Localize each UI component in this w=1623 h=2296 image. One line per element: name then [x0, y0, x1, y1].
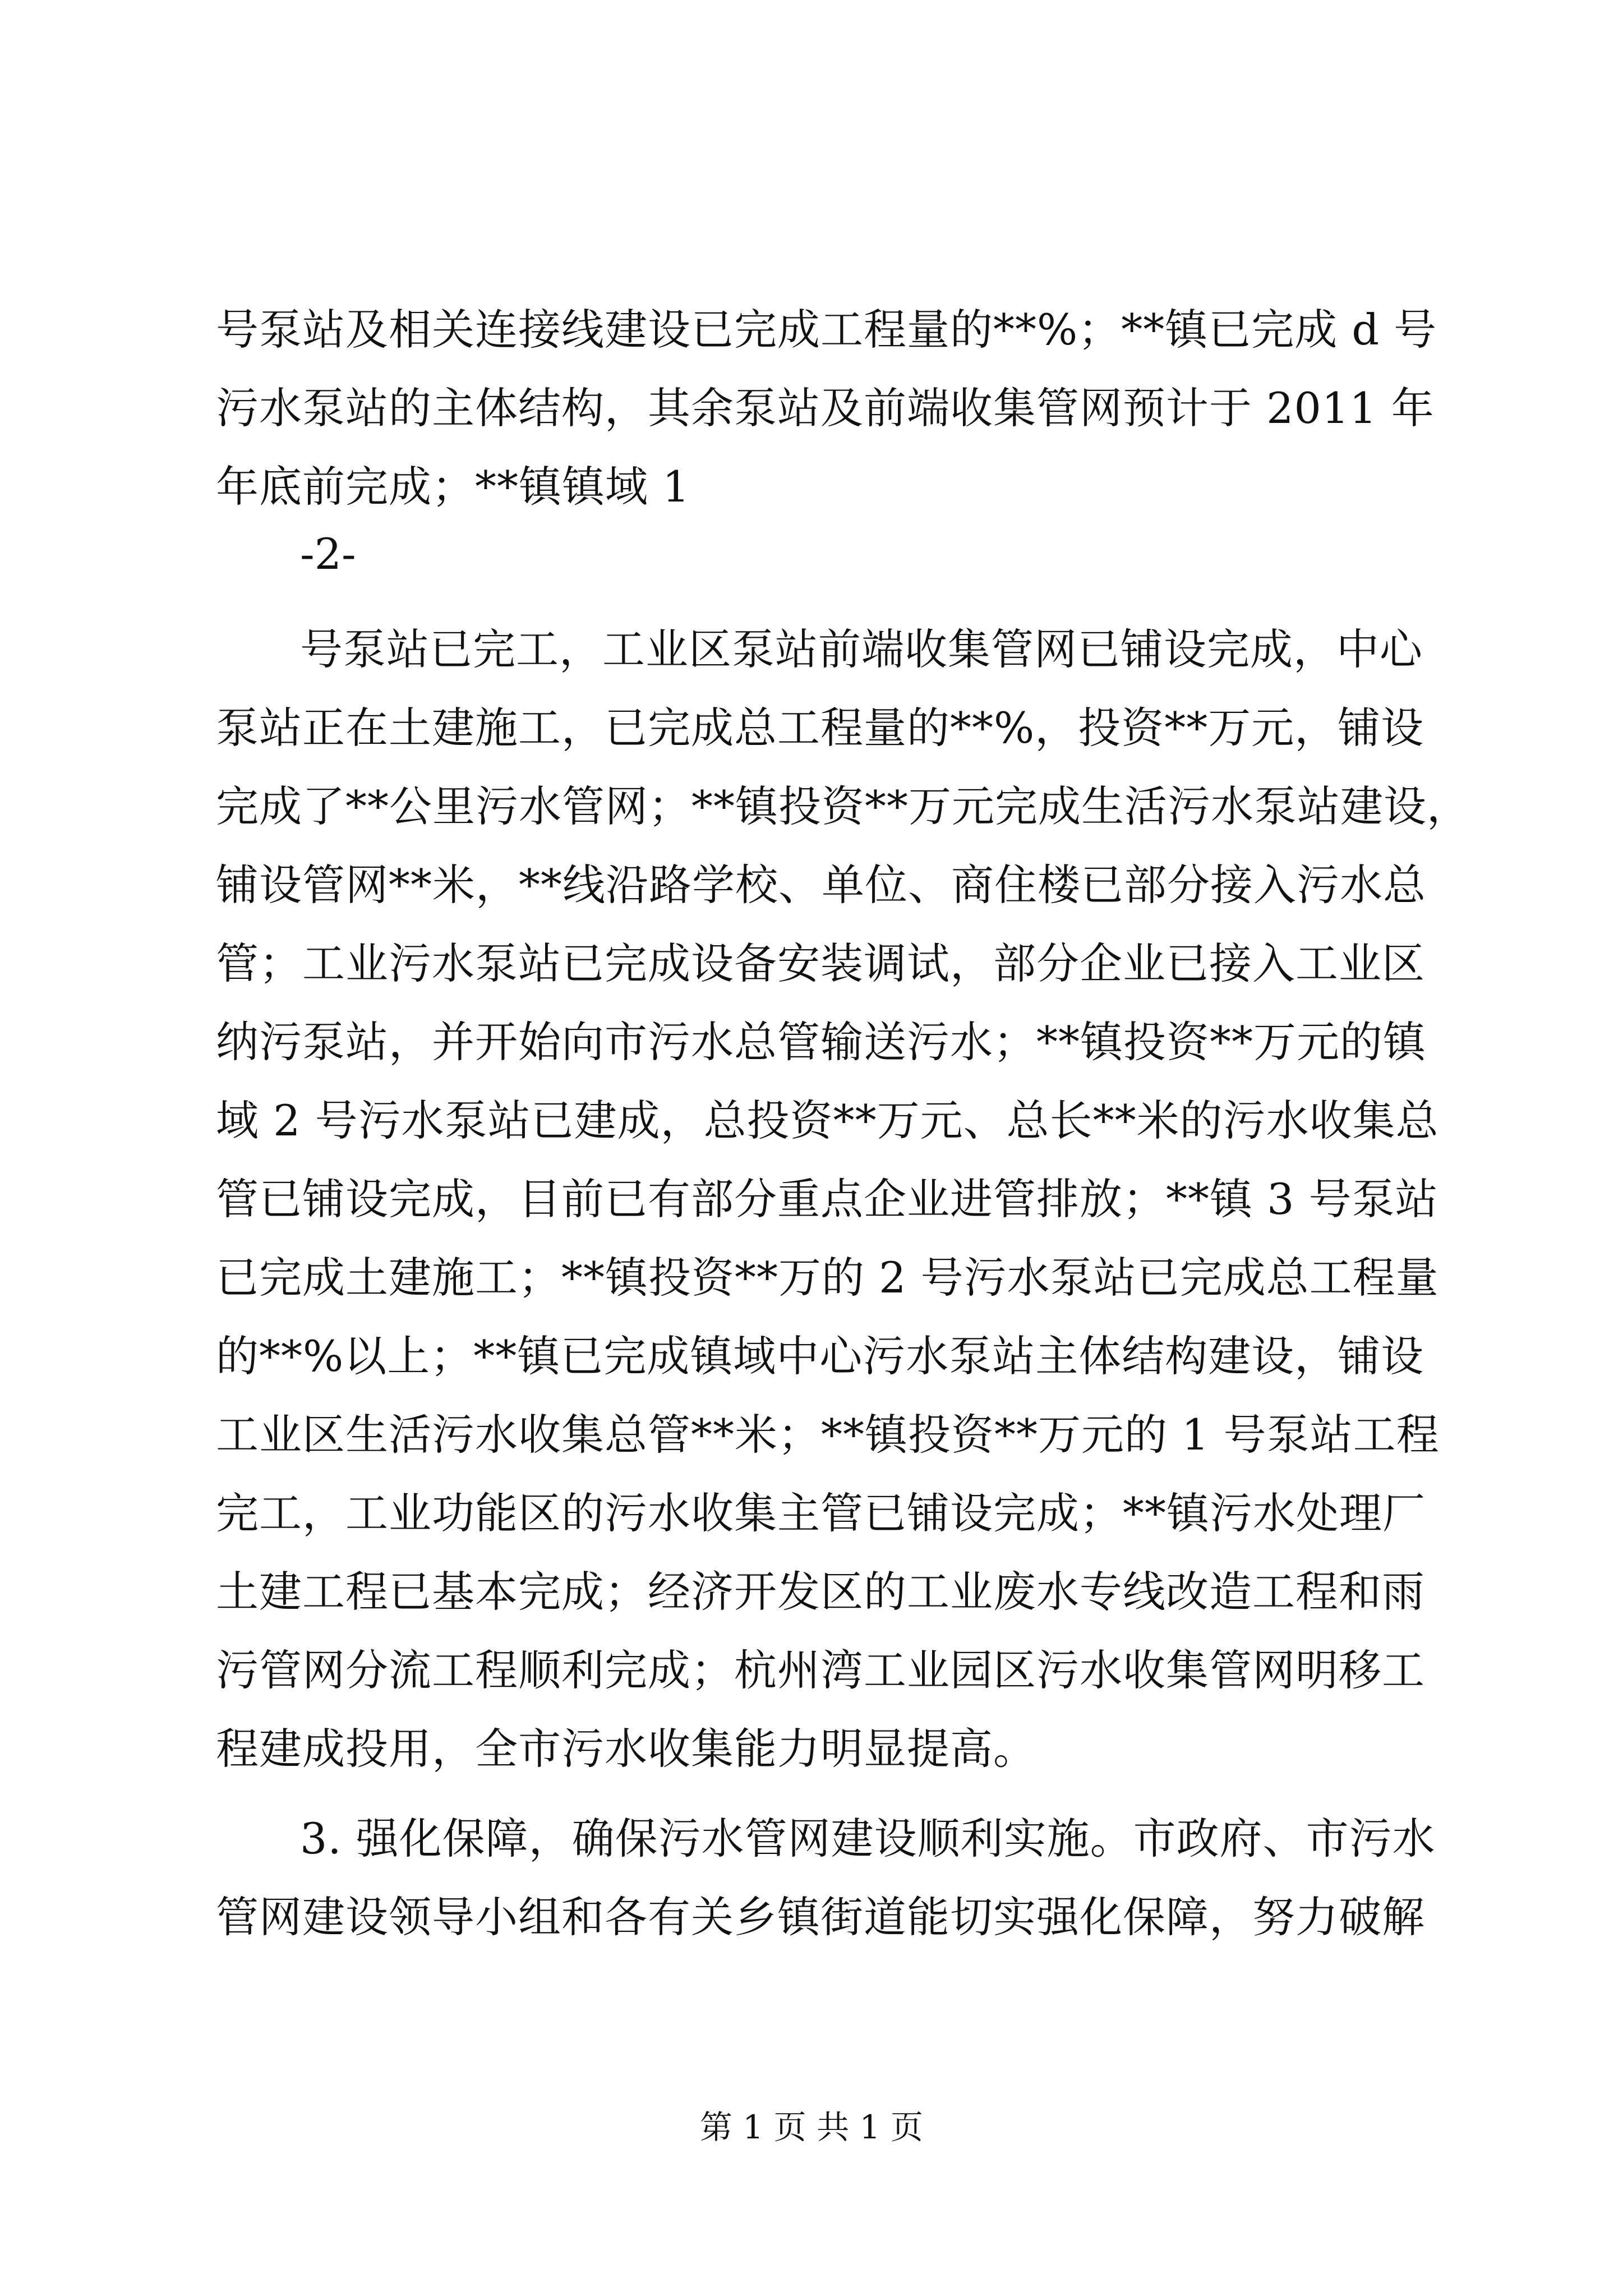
text-line-14: 工业区生活污水收集总管**米；**镇投资**万元的 1 号泵站工程 [216, 1410, 1440, 1460]
text-line-3: 年底前完成；**镇镇域 1 [216, 462, 690, 512]
text-line-12: 已完成土建施工；**镇投资**万的 2 号污水泵站已完成总工程量 [216, 1253, 1439, 1303]
text-line-13: 的**%以上；**镇已完成镇域中心污水泵站主体结构建设，铺设 [216, 1331, 1424, 1381]
text-line-20: 管网建设领导小组和各有关乡镇街道能切实强化保障，努力破解 [216, 1892, 1425, 1942]
text-line-19: 3. 强化保障，确保污水管网建设顺利实施。市政府、市污水 [300, 1814, 1436, 1864]
text-line-4: 号泵站已完工，工业区泵站前端收集管网已铺设完成，中心 [300, 624, 1423, 674]
text-line-1: 号泵站及相关连接线建设已完成工程量的**%；**镇已完成 d 号 [216, 305, 1437, 355]
text-line-9: 纳污泵站，并开始向市污水总管输送污水；**镇投资**万元的镇 [216, 1017, 1426, 1067]
text-line-18: 程建成投用，全市污水收集能力明显提高。 [216, 1724, 1036, 1774]
text-line-5: 泵站正在土建施工，已完成总工程量的**%，投资**万元，铺设 [216, 703, 1424, 753]
text-line-2: 污水泵站的主体结构，其余泵站及前端收集管网预计于 2011 年 [216, 383, 1435, 433]
text-line-7: 铺设管网**米，**线沿路学校、单位、商住楼已部分接入污水总 [216, 860, 1426, 910]
text-line-16: 土建工程已基本完成；经济开发区的工业废水专线改造工程和雨 [216, 1567, 1425, 1617]
inline-page-number: -2- [300, 529, 356, 579]
text-line-10: 域 2 号污水泵站已建成，总投资**万元、总长**米的污水收集总 [216, 1096, 1439, 1145]
text-line-6: 完成了**公里污水管网；**镇投资**万元完成生活污水泵站建设， [216, 781, 1470, 831]
page-footer: 第 1 页 共 1 页 [700, 2108, 923, 2146]
text-line-17: 污管网分流工程顺利完成；杭州湾工业园区污水收集管网明移工 [216, 1645, 1425, 1695]
text-line-11: 管已铺设完成，目前已有部分重点企业进管排放；**镇 3 号泵站 [216, 1174, 1438, 1224]
text-line-8: 管；工业污水泵站已完成设备安装调试，部分企业已接入工业区 [216, 938, 1425, 988]
text-line-15: 完工，工业功能区的污水收集主管已铺设完成；**镇污水处理厂 [216, 1488, 1426, 1538]
